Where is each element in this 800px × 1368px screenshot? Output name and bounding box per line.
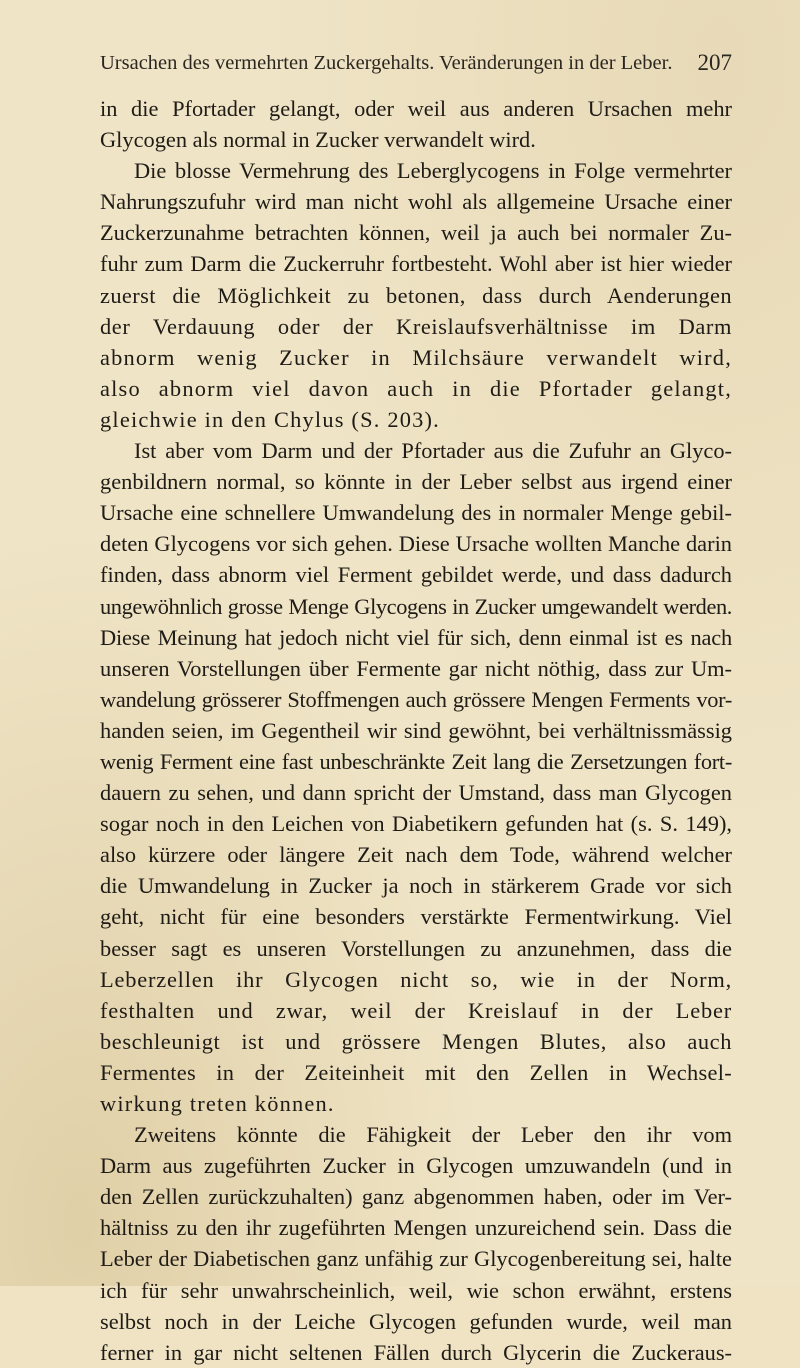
text-line: also abnorm viel davon auch in die Pfortader gelangt, (100, 375, 732, 401)
text-line: deten Glycogens vor sich gehen. Diese Ursache wollten Manche darin (100, 531, 732, 557)
text-line: Leberzellen ihr Glycogen nicht so, wie in der Norm, (100, 966, 732, 992)
text-line: Zweitens könnte die Fähigkeit der Leber den ihr vom (134, 1122, 732, 1148)
text-line: dauern zu sehen, und dann spricht der Umstand, dass man Glycogen (100, 780, 732, 806)
text-line: Darm aus zugeführten Zucker in Glycogen umzuwandeln (und in (100, 1153, 732, 1179)
text-line: wenig Ferment eine fast unbeschränkte Zeit lang die Zersetzungen fort- (100, 748, 732, 774)
text-line: wirkung treten können. (100, 1091, 335, 1116)
text-line: Zuckerzunahme betrachten können, weil ja auch bei normaler Zu- (100, 220, 732, 246)
text-line: gleichwie in den Chylus (S. 203). (100, 406, 440, 432)
text-line: den Zellen zurückzuhalten) ganz abgenommen haben, oder im Ver- (100, 1184, 732, 1210)
text-line: Diese Meinung hat jedoch nicht viel für sich, denn einmal ist es nach (100, 624, 732, 650)
text-line: in die Pfortader gelangt, oder weil aus anderen Ursachen mehr (100, 96, 732, 121)
running-title: Ursachen des vermehrten Zuckergehalts. Veränderungen in der Leber. (100, 52, 673, 74)
text-line: abnorm wenig Zucker in Milchsäure verwandelt wird, (100, 344, 732, 370)
text-line: ich für sehr unwahrscheinlich, weil, wie schon erwähnt, erstens (100, 1277, 732, 1303)
text-line: hältniss zu den ihr zugeführten Mengen unzureichend sein. Dass die (100, 1215, 732, 1241)
text-line: wandelung grösserer Stoffmengen auch grössere Mengen Ferments vor- (100, 686, 732, 712)
text-line: finden, dass abnorm viel Ferment gebildet werde, und dass dadurch (100, 562, 732, 588)
text-line: Glycogen als normal in Zucker verwandelt wird. (100, 127, 536, 153)
text-line: Ist aber vom Darm und der Pfortader aus die Zufuhr an Glyco- (134, 438, 732, 464)
text-line: beschleunigt ist und grössere Mengen Blutes, also auch (100, 1028, 732, 1054)
page-number: 207 (697, 50, 732, 75)
text-line: ungewöhnlich grosse Menge Glycogens in Zucker umgewandelt werden. (100, 593, 732, 619)
text-line: handen seien, im Gegentheil wir sind gewöhnt, bei verhältnissmässig (100, 717, 732, 743)
text-line: Fermentes in der Zeiteinheit mit den Zellen in Wechsel- (100, 1059, 732, 1085)
text-line: sogar noch in den Leichen von Diabetikern gefunden hat (s. S. 149), (100, 811, 732, 837)
text-line: besser sagt es unseren Vorstellungen zu anzunehmen, dass die (100, 935, 732, 961)
text-line: zuerst die Möglichkeit zu betonen, dass durch Aenderungen (100, 282, 732, 308)
text-line: Die blosse Vermehrung des Leberglycogens in Folge vermehrter (134, 158, 732, 184)
text-line: ferner in gar nicht seltenen Fällen durch Glycerin die Zuckeraus- (100, 1339, 732, 1365)
text-line: Ursache eine schnellere Umwandelung des in normaler Menge gebil- (100, 500, 732, 526)
text-line: Nahrungszufuhr wird man nicht wohl als allgemeine Ursache einer (100, 189, 732, 215)
text-line: geht, nicht für eine besonders verstärkte Fermentwirkung. Viel (100, 904, 732, 930)
body-text (100, 93, 732, 1368)
text-line: fuhr zum Darm die Zuckerruhr fortbesteht. Wohl aber ist hier wieder (100, 251, 732, 277)
text-line: die Umwandelung in Zucker ja noch in stärkerem Grade vor sich (100, 873, 732, 899)
text-line: unseren Vorstellungen über Fermente gar nicht nöthig, dass zur Um- (100, 655, 732, 681)
text-line: also kürzere oder längere Zeit nach dem Tode, während welcher (100, 842, 732, 868)
text-line: festhalten und zwar, weil der Kreislauf in der Leber (100, 997, 732, 1023)
text-line: Leber der Diabetischen ganz unfähig zur Glycogenbereitung sei, halte (100, 1246, 732, 1272)
text-line: genbildnern normal, so könnte in der Leber selbst aus irgend einer (100, 469, 732, 495)
text-line: selbst noch in der Leiche Glycogen gefunden wurde, weil man (100, 1308, 732, 1334)
text-line: der Verdauung oder der Kreislaufsverhältnisse im Darm (100, 313, 732, 339)
